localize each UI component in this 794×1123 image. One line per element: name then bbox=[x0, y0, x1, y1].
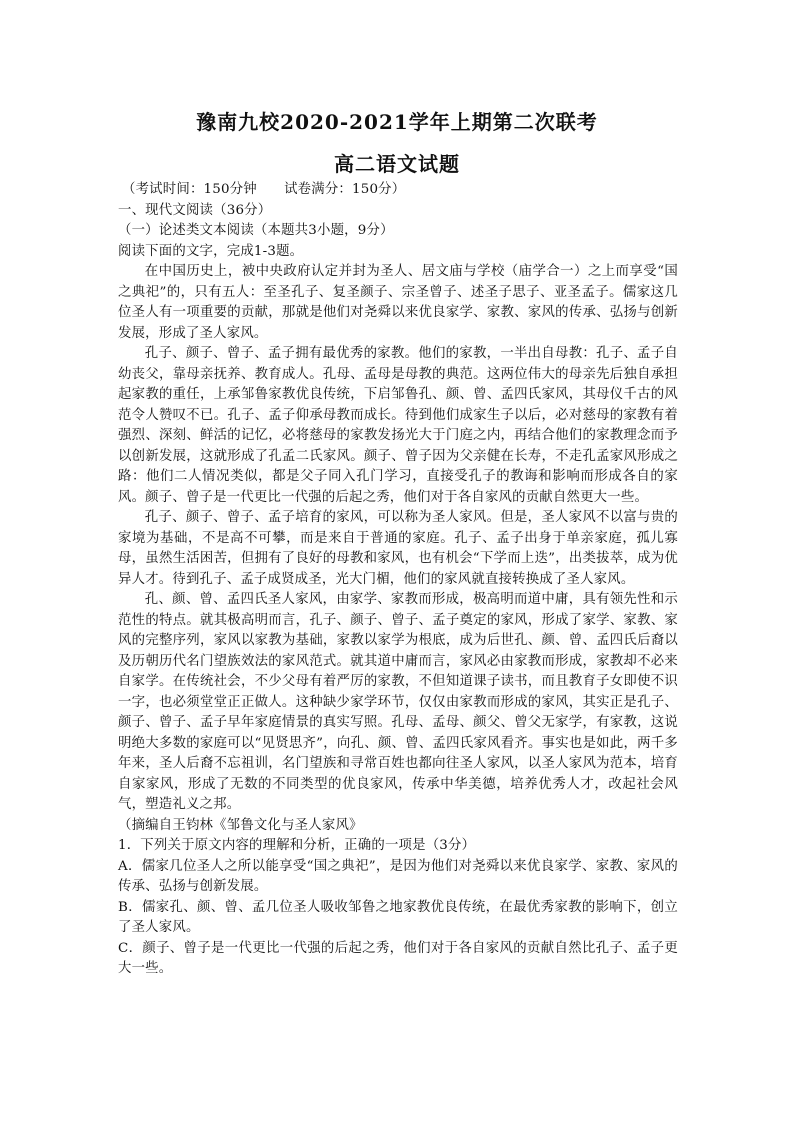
question-option-a: A．儒家几位圣人之所以能享受“国之典祀”，是因为他们对尧舜以来优良家学、家教、家风的传承、弘扬与创新发展。 bbox=[118, 858, 678, 894]
exam-title: 豫南九校2020-2021学年上期第二次联考 bbox=[196, 110, 598, 134]
exam-info: （考试时间：150分钟 试卷满分：150分） bbox=[122, 182, 406, 197]
reading-instruction: 阅读下面的文字，完成1-3题。 bbox=[118, 243, 304, 259]
passage-paragraph: 孔子、颜子、曾子、孟子培育的家风，可以称为圣人家风。但是，圣人家风不以富与贵的家境为基础，不是高不可攀，而是来自于普通的家庭。孔子、孟子出身于单亲家庭，孤儿寡母，虽然生活困苦，但拥有了良好的母教和家风，也有机会“下学而上迭”，出类拔萃，成为优异人才。待到孔子、孟子成贤成圣，光大门楣，他们的家风就直接转换成了圣人家风。 bbox=[118, 510, 678, 587]
exam-content bbox=[118, 180, 678, 980]
question-stem: 1．下列关于原文内容的理解和分析，正确的一项是（3分） bbox=[118, 838, 476, 853]
passage-source: （摘编自王钧林《邹鲁文化与圣人家风》 bbox=[118, 817, 363, 833]
passage-paragraph: 在中国历史上，被中央政府认定并封为圣人、居文庙与学校（庙学合一）之上而享受“国之典祀”的，只有五人：至圣孔子、复圣颜子、宗圣曾子、述圣子思子、亚圣孟子。儒家这几位圣人有一项重要的贡献，那就是他们对尧舜以来优良家学、家教、家风的传承、弘扬与创新发展，形成了圣人家风。 bbox=[118, 264, 678, 341]
question-option-c: C．颜子、曾子是一代更比一代强的后起之秀，他们对于各自家风的贡献自然比孔子、孟子更大一些。 bbox=[118, 940, 678, 976]
passage-paragraph: 孔、颜、曾、孟四氏圣人家风，由家学、家教而形成，极高明而道中庸，具有领先性和示范性的特点。就其极高明而言，孔子、颜子、曾子、孟子奠定的家风，形成了家学、家教、家风的完整序列，家风以家教为基础，家教以家学为根底，成为后世孔、颜、曾、孟四氏后裔以及历朝历代名门望族效法的家风范式。就其道中庸而言，家风必由家教而形成，家教却不必来自家学。在传统社会，不少父母有着严厉的家教，不但知道课子读书，而且教育子女即使不识一字，也必须堂堂正正做人。这种缺少家学环节，仅仅由家教而形成的家风，其实正是孔子、颜子、曾子、孟子早年家庭情景的真实写照。孔母、孟母、颜父、曾父无家学，有家教，这说明绝大多数的家庭可以“见贤思齐”，向孔、颜、曾、孟四氏家风看齐。事实也是如此，两千多年来，圣人后裔不忘祖训，名门望族和寻常百姓也都向往圣人家风，以圣人家风为范本，培育自家家风，形成了无数的不同类型的优良家风，传承中华美德，培养优秀人才，改起社会风气，塑造礼义之邦。 bbox=[118, 592, 678, 812]
subsection-heading: （一）论述类文本阅读（本题共3小题，9分） bbox=[118, 223, 394, 238]
passage-paragraph: 孔子、颜子、曾子、孟子拥有最优秀的家教。他们的家教，一半出自母教：孔子、孟子自幼丧父，靠母亲抚养、教育成人。孔母、孟母是母教的典范。这两位伟大的母亲先后独自承担起家教的重任，上承邹鲁家教优良传统，下启邹鲁孔、颜、曾、孟四氏家风，其母仪千古的风范令人赞叹不已。孔子、孟子仰承母教而成长。待到他们成家生子以后，必对慈母的家教有着强烈、深刻、鲜活的记忆，必将慈母的家教发扬光大于门庭之内，再结合他们的家教理念而予以创新发展，这就形成了孔孟二氏家风。颜子、曾子因为父亲健在长寿，不走孔孟家风形成之路：他们二人情况类似，都是父子同入孔门学习，直接受孔子的教诲和影响而形成各自的家风。颜子、曾子是一代更比一代强的后起之秀，他们对于各自家风的贡献自然更大一些。 bbox=[118, 346, 678, 505]
section-heading: 一、现代文阅读（36分） bbox=[118, 202, 272, 218]
question-option-b: B．儒家孔、颜、曾、孟几位圣人吸收邹鲁之地家教优良传统，在最优秀家教的影响下，创立了圣人家风。 bbox=[118, 899, 678, 935]
exam-subtitle: 高二语文试题 bbox=[334, 152, 460, 176]
